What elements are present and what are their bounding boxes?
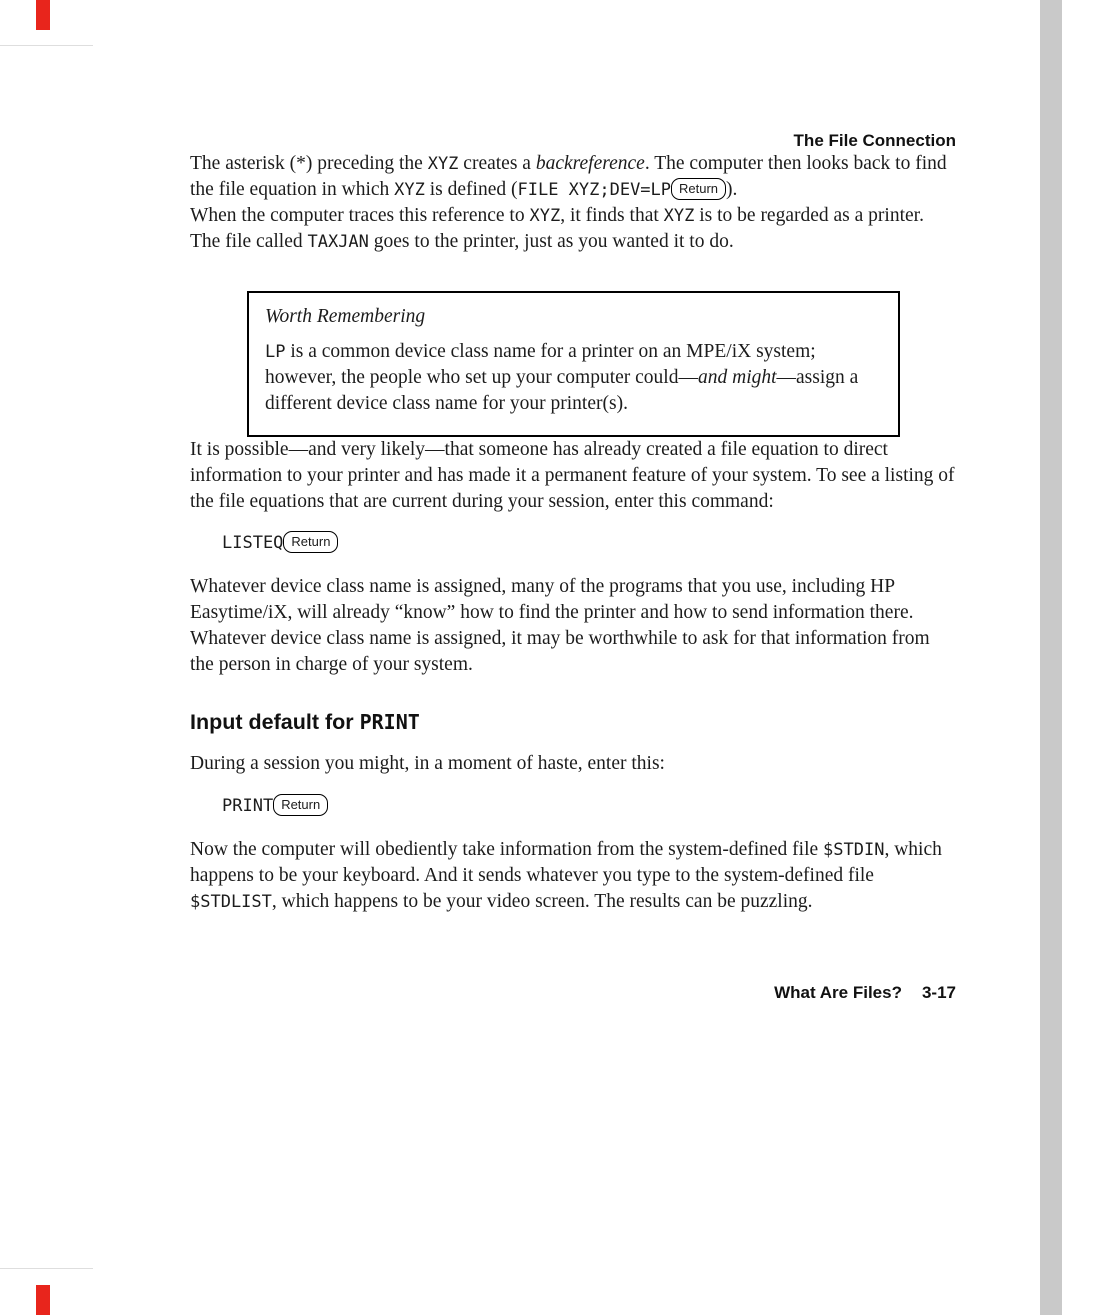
scan-line-top	[0, 45, 93, 46]
text-run: Input default for	[190, 710, 360, 734]
inline-code: $STDLIST	[190, 892, 272, 912]
page-content	[190, 0, 956, 1003]
inline-code: FILE XYZ;DEV=LP	[517, 180, 672, 200]
inline-code: XYZ	[663, 206, 695, 226]
text-run: , it finds that	[560, 205, 664, 226]
text-run: When the computer traces this reference to	[190, 205, 530, 226]
note-box-body	[265, 339, 878, 417]
inline-code: TAXJAN	[307, 232, 369, 252]
paragraph-haste	[190, 751, 956, 777]
text-run: Whatever device class name is assigned, many of the programs that you use, including HP Easytime/iX, will already “know” how to find the printer and how to send information there. Whatever device class name is assigned, it may be worthwhile to ask for that information from the person in charge of your system.	[190, 576, 930, 675]
key-return: Return	[283, 531, 338, 553]
text-run: ).	[726, 179, 738, 200]
text-run: is a common device class name for a printer on an MPE/iX system; however, the people who set up your computer could—	[265, 341, 816, 388]
text-run: goes to the printer, just as you wanted it to do.	[368, 231, 734, 252]
registration-mark-bottom	[36, 1285, 50, 1315]
key-return: Return	[671, 178, 726, 200]
paragraph-trace	[190, 203, 956, 255]
text-run: It is possible—and very likely—that someone has already created a file equation to direct information to your printer and has made it a permanent feature of your system. To see a listing of the file equations that are current during your session, enter this command:	[190, 439, 955, 512]
footer-chapter-title: What Are Files?	[774, 983, 902, 1002]
inline-code: PRINT	[359, 710, 420, 734]
running-header: The File Connection	[793, 131, 956, 150]
emphasis-text: backreference	[535, 153, 645, 174]
command-listeq	[222, 528, 956, 558]
paragraph-stdin-stdlist	[190, 837, 956, 915]
key-return: Return	[273, 794, 328, 816]
text-run: The asterisk (*) preceding the	[190, 153, 428, 174]
inline-code: XYZ	[427, 154, 459, 174]
note-box	[247, 291, 900, 437]
note-box-title: Worth Remembering	[265, 306, 426, 327]
text-run: , which happens to be your video screen. The results can be puzzling.	[271, 891, 813, 912]
text-run: , which happens to be your keyboard. And it sends whatever you type to the system-defined file	[190, 839, 942, 886]
paragraph-backreference	[190, 151, 956, 203]
text-run: is to be regarded as a printer. The file called	[190, 205, 924, 252]
page-footer	[190, 983, 956, 1003]
registration-mark-top	[36, 0, 50, 30]
inline-code: XYZ	[529, 206, 561, 226]
text-run: . The computer then looks back to find the file equation in which	[190, 153, 947, 200]
inline-code: $STDIN	[823, 840, 885, 860]
text-run: During a session you might, in a moment of haste, enter this:	[190, 753, 665, 774]
emphasis-text: and might	[697, 367, 777, 388]
scan-line-bottom	[0, 1268, 93, 1269]
text-run: —assign a different device class name for your printer(s).	[265, 367, 859, 414]
inline-code: PRINT	[222, 796, 274, 816]
inline-code: LISTEQ	[222, 533, 284, 553]
scan-edge-strip	[1040, 0, 1062, 1315]
inline-code: XYZ	[394, 180, 425, 200]
text-run: is defined (	[424, 179, 518, 200]
paragraph-file-equations	[190, 437, 956, 515]
footer-page-number: 3-17	[921, 983, 956, 1002]
text-run: Now the computer will obediently take information from the system-defined file	[190, 839, 824, 860]
inline-code: LP	[265, 342, 286, 362]
paragraph-device-class	[190, 574, 956, 678]
text-run: creates a	[458, 153, 536, 174]
section-heading-input-default	[190, 710, 956, 735]
command-print	[222, 791, 956, 821]
